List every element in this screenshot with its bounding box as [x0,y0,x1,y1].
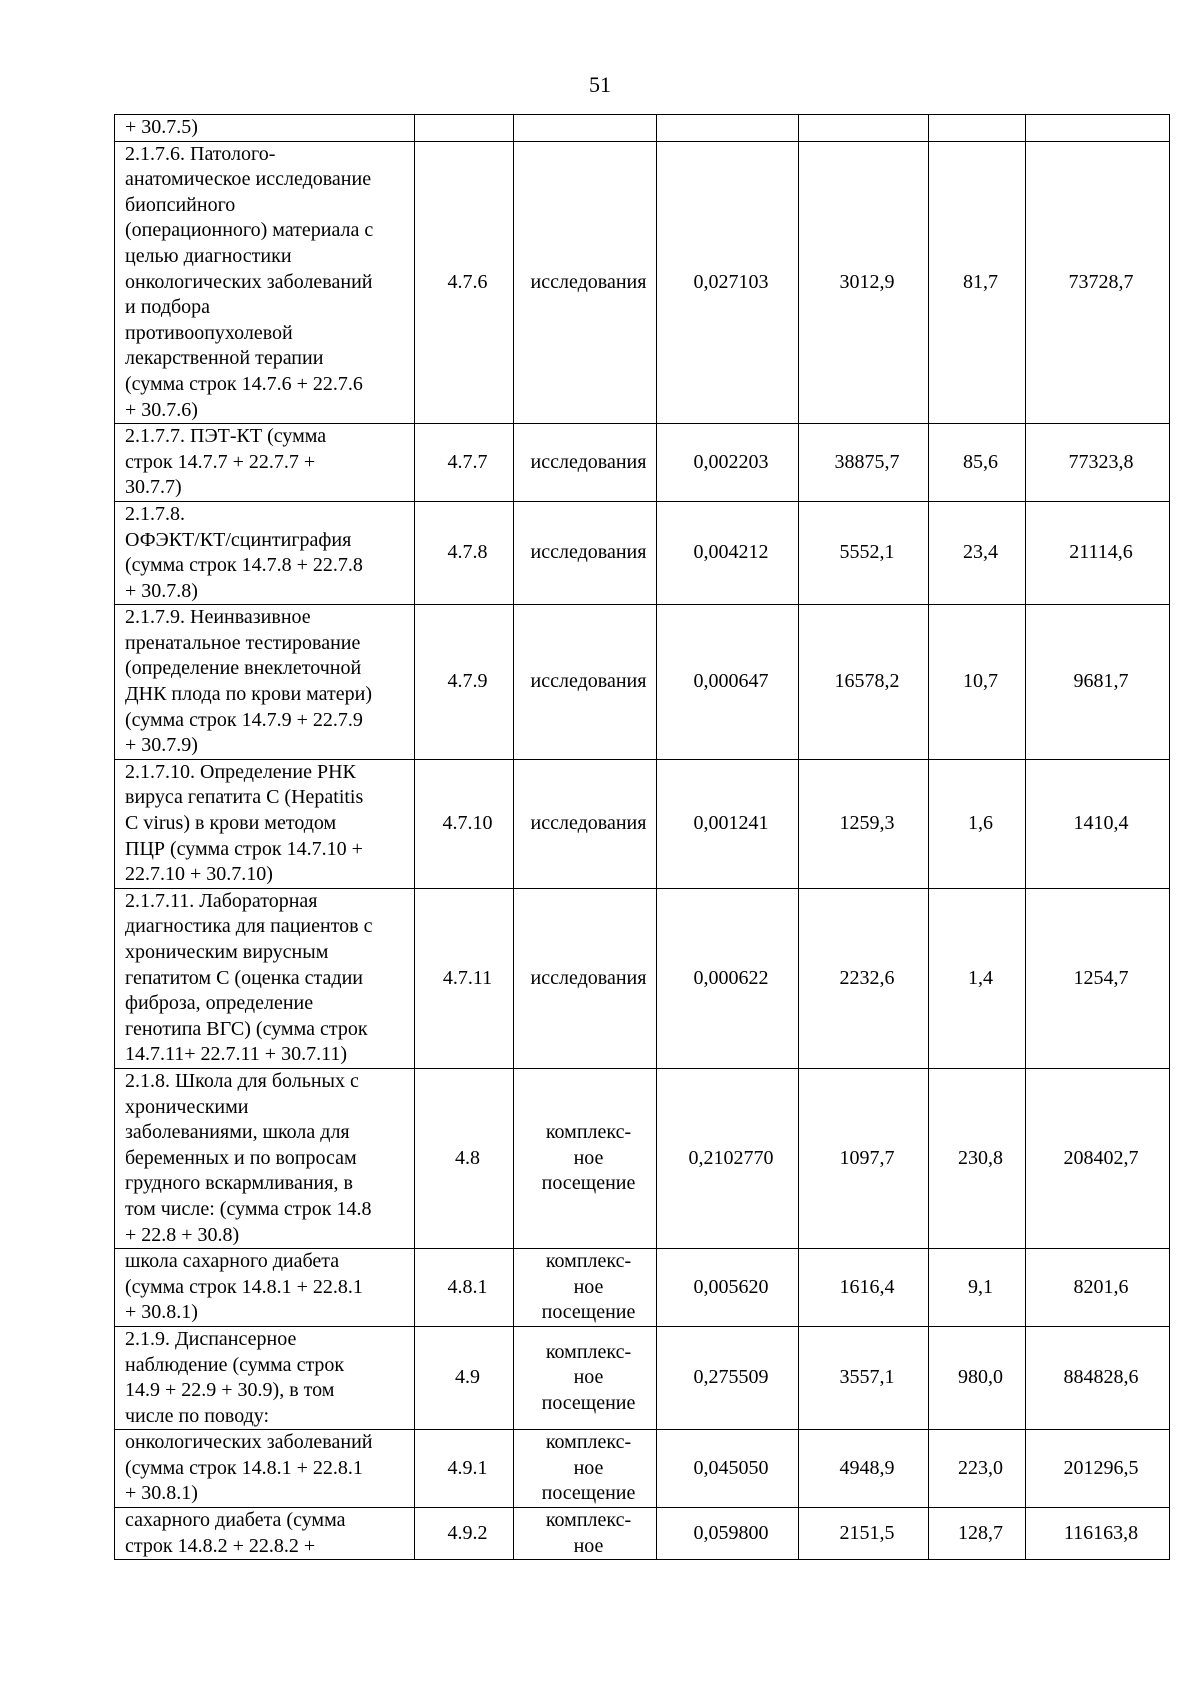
row-unit-line: посещение [541,1301,636,1324]
row-name-line: 2.1.7.7. ПЭТ-КТ (сумма [125,425,327,448]
row-value-cell-v3: 9,1 [929,1249,1026,1327]
row-value-cell-v1: 0,027103 [657,141,799,424]
row-value-cell-v1: 0,000647 [657,605,799,760]
row-name-line: ОФЭКТ/КТ/сцинтиграфия [125,528,352,551]
row-name-line: строк 14.8.2 + 22.8.2 + [125,1534,316,1557]
row-value-cell-v1: 0,005620 [657,1249,799,1327]
row-value-cell-v3: 1,4 [929,888,1026,1068]
row-value-cell-v3: 223,0 [929,1430,1026,1508]
row-value-cell-v2: 38875,7 [799,424,929,502]
row-value-cell-v1: 0,045050 [657,1430,799,1508]
table-row [115,759,1170,888]
row-number-cell: 4.7.10 [415,759,514,888]
row-value-cell-v2: 4948,9 [799,1430,929,1508]
row-unit-cell [514,759,657,888]
row-value-cell-v1: 0,275509 [657,1326,799,1429]
row-value-cell-v2: 2232,6 [799,888,929,1068]
row-name-line: + 30.7.8) [125,579,198,602]
row-name-line: анатомическое исследование [125,168,372,191]
row-name-line: генотипа ВГС) (сумма строк [125,1017,368,1040]
row-value-cell-v4: 884828,6 [1026,1326,1170,1429]
row-name-line: 22.7.10 + 30.7.10) [125,863,273,886]
table-row [115,1326,1170,1429]
row-number-cell: 4.7.11 [415,888,514,1068]
row-name-line: + 30.7.9) [125,734,198,757]
row-unit-line: исследования [530,541,647,564]
row-name-line: (операционного) материала с [125,219,374,242]
row-value-cell-v4: 77323,8 [1026,424,1170,502]
row-name-cell [115,115,415,142]
row-name-line: биопсийного [125,193,236,216]
row-value-cell-v3: 23,4 [929,501,1026,604]
row-name-line: 30.7.7) [125,476,182,499]
table-row [115,141,1170,424]
row-name-line: и подбора [125,296,211,319]
row-name-cell [115,1249,415,1327]
row-value-cell-v3: 230,8 [929,1068,1026,1248]
row-name-line: диагностика для пациентов с [125,915,373,938]
row-value-cell-v1: 0,000622 [657,888,799,1068]
row-unit-line: посещение [541,1172,636,1195]
row-name-line: ДНК плода по крови матери) [125,683,373,706]
row-unit-line: исследования [530,812,647,835]
row-value-cell-v3: 81,7 [929,141,1026,424]
row-name-line: вируса гепатита С (Hepatitis [125,786,364,809]
row-value-cell-v3: 1,6 [929,759,1026,888]
row-name-line: числе по поводу: [125,1404,270,1427]
row-value-cell-v2: 1616,4 [799,1249,929,1327]
row-value-cell-v4: 201296,5 [1026,1430,1170,1508]
row-value-cell-v4: 1410,4 [1026,759,1170,888]
row-name-line: сахарного диабета (сумма [125,1509,346,1532]
row-number-cell [415,115,514,142]
row-name-cell [115,1508,415,1560]
row-name-line: хроническим вирусным [125,941,329,963]
row-name-line: строк 14.7.7 + 22.7.7 + [125,450,316,473]
row-number-cell: 4.7.6 [415,141,514,424]
row-value-cell-v4: 9681,7 [1026,605,1170,760]
row-name-line: (определение внеклеточной [125,657,362,680]
row-name-line: гепатитом С (оценка стадии [125,966,363,989]
table-row [115,605,1170,760]
row-unit-line: исследования [530,966,647,989]
row-value-cell-v4: 1254,7 [1026,888,1170,1068]
row-value-cell-v1: 0,002203 [657,424,799,502]
row-unit-line: исследования [530,670,647,693]
row-name-line: + 30.7.5) [125,116,198,138]
row-unit-line: ное [573,1146,604,1169]
table-row [115,1508,1170,1560]
row-number-cell: 4.7.7 [415,424,514,502]
row-value-cell-v2: 2151,5 [799,1508,929,1560]
row-name-line: грудного вскармливания, в [125,1172,353,1195]
row-value-cell-v3: 128,7 [929,1508,1026,1560]
row-unit-line: комплекс- [545,1340,632,1363]
row-name-line: + 30.8.1) [125,1301,198,1324]
row-name-line: пренатальное тестирование [125,631,361,654]
row-value-cell-v2: 16578,2 [799,605,929,760]
row-name-line: (сумма строк 14.8.1 + 22.8.1 [125,1275,363,1298]
table-row [115,424,1170,502]
row-value-cell-v2: 1097,7 [799,1068,929,1248]
row-name-cell [115,888,415,1068]
row-value-cell-v4: 73728,7 [1026,141,1170,424]
row-name-line: (сумма строк 14.7.9 + 22.7.9 [125,708,363,731]
row-value-cell-v3: 10,7 [929,605,1026,760]
row-name-line: школа сахарного диабета [125,1250,340,1273]
row-name-line: 2.1.7.10. Определение РНК [125,760,356,783]
row-unit-cell [514,1508,657,1560]
row-name-line: 14.9 + 22.9 + 30.9), в том [125,1379,335,1402]
row-unit-cell [514,1326,657,1429]
row-name-line: противоопухолевой [125,321,293,344]
row-name-cell [115,605,415,760]
row-unit-cell [514,424,657,502]
row-name-line: беременных и по вопросам [125,1146,357,1169]
row-value-cell-v2 [799,115,929,142]
row-name-line: ПЦР (сумма строк 14.7.10 + [125,837,363,860]
row-value-cell-v2: 1259,3 [799,759,929,888]
row-unit-line: ное [573,1275,604,1298]
table-row [115,1068,1170,1248]
row-value-cell-v4: 208402,7 [1026,1068,1170,1248]
row-unit-line: посещение [541,1482,636,1505]
row-name-line: онкологических заболеваний [125,270,373,293]
row-name-line: + 30.7.6) [125,398,198,421]
row-unit-cell [514,141,657,424]
row-name-cell [115,501,415,604]
row-name-cell [115,424,415,502]
row-name-line: 14.7.11+ 22.7.11 + 30.7.11) [125,1043,347,1066]
row-value-cell-v3 [929,115,1026,142]
row-value-cell-v1: 0,2102770 [657,1068,799,1248]
row-name-line: 2.1.7.11. Лабораторная [125,889,318,912]
row-unit-line: исследования [530,450,647,473]
row-number-cell: 4.9 [415,1326,514,1429]
row-number-cell: 4.8.1 [415,1249,514,1327]
table-row [115,115,1170,142]
row-name-line: онкологических заболеваний [125,1431,373,1454]
row-name-line: 2.1.7.6. Патолого- [125,142,276,165]
row-name-line: том числе: (сумма строк 14.8 [125,1197,372,1220]
row-name-cell [115,1068,415,1248]
row-value-cell-v1: 0,004212 [657,501,799,604]
row-name-line: + 22.8 + 30.8) [125,1223,240,1246]
data-table [114,114,1170,1560]
row-number-cell: 4.8 [415,1068,514,1248]
row-name-line: 2.1.8. Школа для больных с [125,1069,359,1092]
table-row [115,1430,1170,1508]
row-name-cell [115,759,415,888]
row-name-line: наблюдение (сумма строк [125,1353,345,1376]
row-value-cell-v3: 980,0 [929,1326,1026,1429]
row-name-line: (сумма строк 14.7.8 + 22.7.8 [125,554,363,577]
row-unit-line: исследования [530,270,647,293]
row-name-line: лекарственной терапии [125,347,324,370]
page-number: 51 [589,72,611,97]
row-unit-line: ное [573,1366,604,1389]
row-unit-line: ное [573,1456,604,1479]
row-unit-cell [514,115,657,142]
row-number-cell: 4.7.9 [415,605,514,760]
row-unit-line: комплекс- [545,1431,632,1454]
table-row [115,501,1170,604]
row-name-line: заболеваниями, школа для [125,1121,350,1144]
row-value-cell-v1 [657,115,799,142]
row-value-cell-v3: 85,6 [929,424,1026,502]
row-unit-cell [514,501,657,604]
row-number-cell: 4.9.2 [415,1508,514,1560]
row-name-line: 2.1.7.8. [125,502,185,525]
row-value-cell-v2: 3557,1 [799,1326,929,1429]
row-name-line: (сумма строк 14.8.1 + 22.8.1 [125,1456,363,1479]
row-unit-cell [514,1068,657,1248]
row-value-cell-v1: 0,059800 [657,1508,799,1560]
row-name-line: целью диагностики [125,244,292,267]
row-unit-line: посещение [541,1391,636,1414]
row-value-cell-v4: 8201,6 [1026,1249,1170,1327]
row-number-cell: 4.9.1 [415,1430,514,1508]
row-unit-line: комплекс- [545,1250,632,1273]
row-name-line: 2.1.7.9. Неинвазивное [125,606,311,629]
row-unit-cell [514,888,657,1068]
row-name-line: 2.1.9. Диспансерное [125,1327,297,1350]
row-name-cell [115,141,415,424]
row-name-line: + 30.8.1) [125,1482,198,1505]
row-unit-cell [514,1430,657,1508]
row-unit-cell [514,605,657,760]
row-name-cell [115,1430,415,1508]
table-row [115,1249,1170,1327]
row-value-cell-v2: 3012,9 [799,141,929,424]
row-name-cell [115,1326,415,1429]
row-value-cell-v4: 21114,6 [1026,501,1170,604]
row-name-line: (сумма строк 14.7.6 + 22.7.6 [125,372,363,395]
row-unit-line: комплекс- [545,1509,632,1532]
table-row [115,888,1170,1068]
row-value-cell-v2: 5552,1 [799,501,929,604]
row-unit-cell [514,1249,657,1327]
row-number-cell: 4.7.8 [415,501,514,604]
row-name-line: хроническими [125,1095,249,1118]
row-unit-line: ное [573,1534,604,1557]
row-value-cell-v4 [1026,115,1170,142]
row-name-line: C virus) в крови методом [125,812,337,835]
row-value-cell-v1: 0,001241 [657,759,799,888]
row-unit-line: комплекс- [545,1121,632,1144]
row-name-line: фиброза, определение [125,992,314,1015]
row-value-cell-v4: 116163,8 [1026,1508,1170,1560]
